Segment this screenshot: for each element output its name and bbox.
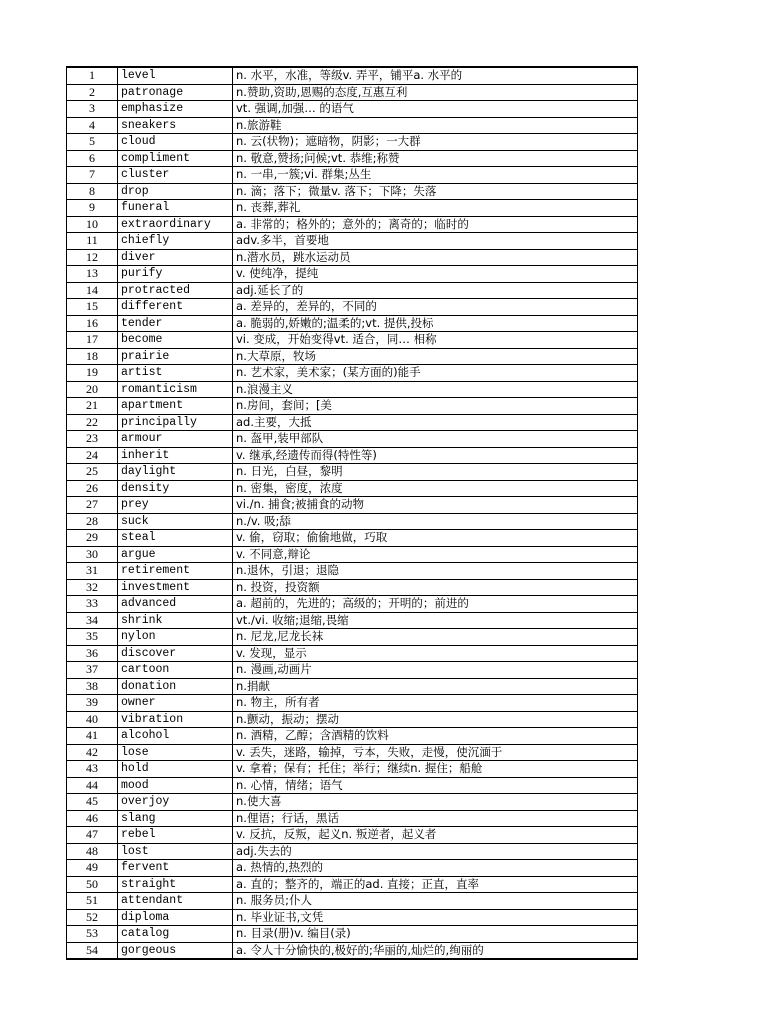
row-number-cell: 33: [67, 596, 118, 613]
table-row: [67, 530, 638, 547]
table-row: [67, 563, 638, 580]
table-row: [67, 332, 638, 349]
definition-cell: adv.多半，首要地: [233, 233, 638, 250]
word-cell: argue: [118, 546, 233, 563]
row-number-cell: 27: [67, 497, 118, 514]
row-number-cell: 34: [67, 612, 118, 629]
definition-cell: n. 滴；落下；微量v. 落下；下降；失落: [233, 183, 638, 200]
table-row: [67, 596, 638, 613]
definition-cell: n. 丧葬,葬礼: [233, 200, 638, 217]
row-number-cell: 25: [67, 464, 118, 481]
row-number-cell: 41: [67, 728, 118, 745]
definition-cell: n. 尼龙,尼龙长袜: [233, 629, 638, 646]
row-number-cell: 49: [67, 860, 118, 877]
row-number-cell: 51: [67, 893, 118, 910]
table-row: [67, 216, 638, 233]
word-cell: purify: [118, 266, 233, 283]
definition-cell: n. 水平，水准，等级v. 弄平，铺平a. 水平的: [233, 67, 638, 84]
word-cell: alcohol: [118, 728, 233, 745]
row-number-cell: 53: [67, 926, 118, 943]
row-number-cell: 11: [67, 233, 118, 250]
definition-cell: n.浪漫主义: [233, 381, 638, 398]
row-number-cell: 20: [67, 381, 118, 398]
word-cell: density: [118, 480, 233, 497]
table-row: [67, 728, 638, 745]
word-cell: nylon: [118, 629, 233, 646]
word-cell: retirement: [118, 563, 233, 580]
definition-cell: v. 继承,经遗传而得(特性等): [233, 447, 638, 464]
row-number-cell: 8: [67, 183, 118, 200]
word-cell: daylight: [118, 464, 233, 481]
row-number-cell: 3: [67, 101, 118, 118]
table-row: [67, 464, 638, 481]
definition-cell: adj.延长了的: [233, 282, 638, 299]
definition-cell: a. 热情的,热烈的: [233, 860, 638, 877]
table-row: [67, 711, 638, 728]
row-number-cell: 46: [67, 810, 118, 827]
row-number-cell: 12: [67, 249, 118, 266]
word-cell: prairie: [118, 348, 233, 365]
word-cell: drop: [118, 183, 233, 200]
row-number-cell: 54: [67, 942, 118, 959]
word-cell: tender: [118, 315, 233, 332]
row-number-cell: 52: [67, 909, 118, 926]
word-cell: chiefly: [118, 233, 233, 250]
table-row: [67, 678, 638, 695]
word-cell: extraordinary: [118, 216, 233, 233]
word-cell: discover: [118, 645, 233, 662]
definition-cell: n. 毕业证书,文凭: [233, 909, 638, 926]
row-number-cell: 5: [67, 134, 118, 151]
definition-cell: adj.失去的: [233, 843, 638, 860]
row-number-cell: 37: [67, 662, 118, 679]
definition-cell: a. 超前的，先进的；高级的；开明的；前进的: [233, 596, 638, 613]
definition-cell: v. 不同意,辩论: [233, 546, 638, 563]
definition-cell: v. 使纯净，提纯: [233, 266, 638, 283]
definition-cell: a. 令人十分愉快的,极好的;华丽的,灿烂的,绚丽的: [233, 942, 638, 959]
word-cell: advanced: [118, 596, 233, 613]
word-cell: cloud: [118, 134, 233, 151]
row-number-cell: 39: [67, 695, 118, 712]
row-number-cell: 26: [67, 480, 118, 497]
word-cell: suck: [118, 513, 233, 530]
word-cell: romanticism: [118, 381, 233, 398]
word-cell: cluster: [118, 167, 233, 184]
row-number-cell: 16: [67, 315, 118, 332]
table-row: [67, 249, 638, 266]
word-cell: apartment: [118, 398, 233, 415]
definition-cell: n. 服务员;仆人: [233, 893, 638, 910]
word-cell: fervent: [118, 860, 233, 877]
table-row: [67, 794, 638, 811]
definition-cell: n.捐献: [233, 678, 638, 695]
word-cell: straight: [118, 876, 233, 893]
row-number-cell: 23: [67, 431, 118, 448]
row-number-cell: 24: [67, 447, 118, 464]
vocabulary-table-body: [67, 67, 638, 959]
table-row: [67, 761, 638, 778]
table-row: [67, 398, 638, 415]
word-cell: compliment: [118, 150, 233, 167]
word-cell: armour: [118, 431, 233, 448]
word-cell: owner: [118, 695, 233, 712]
word-cell: shrink: [118, 612, 233, 629]
definition-cell: n. 云(状物)；遮暗物，阴影；一大群: [233, 134, 638, 151]
definition-cell: n. 目录(册)v. 编目(录): [233, 926, 638, 943]
table-row: [67, 282, 638, 299]
table-row: [67, 348, 638, 365]
definition-cell: n.赞助,资助,恩赐的态度,互惠互利: [233, 84, 638, 101]
definition-cell: n. 一串,一簇;vi. 群集;丛生: [233, 167, 638, 184]
row-number-cell: 48: [67, 843, 118, 860]
definition-cell: a. 直的；整齐的，端正的ad. 直接；正直，直率: [233, 876, 638, 893]
word-cell: donation: [118, 678, 233, 695]
table-row: [67, 480, 638, 497]
word-cell: artist: [118, 365, 233, 382]
word-cell: sneakers: [118, 117, 233, 134]
table-row: [67, 579, 638, 596]
word-cell: patronage: [118, 84, 233, 101]
table-row: [67, 381, 638, 398]
definition-cell: vi. 变成，开始变得vt. 适合，同… 相称: [233, 332, 638, 349]
definition-cell: v. 反抗，反叛，起义n. 叛逆者，起义者: [233, 827, 638, 844]
word-cell: overjoy: [118, 794, 233, 811]
row-number-cell: 42: [67, 744, 118, 761]
definition-cell: n. 投资，投资额: [233, 579, 638, 596]
row-number-cell: 1: [67, 67, 118, 84]
definition-cell: n.使大喜: [233, 794, 638, 811]
row-number-cell: 18: [67, 348, 118, 365]
definition-cell: n. 密集，密度，浓度: [233, 480, 638, 497]
definition-cell: n. 艺术家，美术家；(某方面的)能手: [233, 365, 638, 382]
row-number-cell: 17: [67, 332, 118, 349]
definition-cell: n.大草原，牧场: [233, 348, 638, 365]
table-row: [67, 84, 638, 101]
definition-cell: vt./vi. 收缩;退缩,畏缩: [233, 612, 638, 629]
table-row: [67, 662, 638, 679]
row-number-cell: 31: [67, 563, 118, 580]
row-number-cell: 4: [67, 117, 118, 134]
row-number-cell: 40: [67, 711, 118, 728]
table-row: [67, 183, 638, 200]
table-row: [67, 612, 638, 629]
word-cell: vibration: [118, 711, 233, 728]
definition-cell: a. 非常的；格外的；意外的；离奇的；临时的: [233, 216, 638, 233]
definition-cell: n.退休，引退；退隐: [233, 563, 638, 580]
word-cell: slang: [118, 810, 233, 827]
row-number-cell: 7: [67, 167, 118, 184]
table-row: [67, 513, 638, 530]
table-row: [67, 942, 638, 959]
definition-cell: n.旅游鞋: [233, 117, 638, 134]
table-row: [67, 266, 638, 283]
word-cell: rebel: [118, 827, 233, 844]
definition-cell: vt. 强调,加强… 的语气: [233, 101, 638, 118]
word-cell: different: [118, 299, 233, 316]
definition-cell: v. 发现，显示: [233, 645, 638, 662]
definition-cell: ad.主要，大抵: [233, 414, 638, 431]
definition-cell: n. 漫画,动画片: [233, 662, 638, 679]
definition-cell: n.潜水员，跳水运动员: [233, 249, 638, 266]
definition-cell: n.房间，套间；[美: [233, 398, 638, 415]
table-row: [67, 645, 638, 662]
word-cell: investment: [118, 579, 233, 596]
row-number-cell: 38: [67, 678, 118, 695]
table-row: [67, 447, 638, 464]
row-number-cell: 43: [67, 761, 118, 778]
row-number-cell: 22: [67, 414, 118, 431]
word-cell: lose: [118, 744, 233, 761]
table-row: [67, 117, 638, 134]
definition-cell: v. 拿着；保有；托住；举行；继续n. 握住；船舱: [233, 761, 638, 778]
row-number-cell: 32: [67, 579, 118, 596]
row-number-cell: 35: [67, 629, 118, 646]
table-row: [67, 744, 638, 761]
row-number-cell: 6: [67, 150, 118, 167]
word-cell: gorgeous: [118, 942, 233, 959]
table-row: [67, 777, 638, 794]
word-cell: principally: [118, 414, 233, 431]
word-cell: cartoon: [118, 662, 233, 679]
table-row: [67, 315, 638, 332]
word-cell: steal: [118, 530, 233, 547]
definition-cell: n. 心情，情绪；语气: [233, 777, 638, 794]
word-cell: mood: [118, 777, 233, 794]
table-row: [67, 134, 638, 151]
table-row: [67, 810, 638, 827]
table-row: [67, 200, 638, 217]
row-number-cell: 15: [67, 299, 118, 316]
row-number-cell: 9: [67, 200, 118, 217]
row-number-cell: 10: [67, 216, 118, 233]
table-row: [67, 233, 638, 250]
word-cell: protracted: [118, 282, 233, 299]
definition-cell: n. 酒精，乙醇；含酒精的饮料: [233, 728, 638, 745]
definition-cell: a. 差异的，差异的，不同的: [233, 299, 638, 316]
row-number-cell: 14: [67, 282, 118, 299]
row-number-cell: 44: [67, 777, 118, 794]
row-number-cell: 13: [67, 266, 118, 283]
definition-cell: v. 偷，窃取；偷偷地做，巧取: [233, 530, 638, 547]
table-row: [67, 365, 638, 382]
definition-cell: n.颤动，振动；摆动: [233, 711, 638, 728]
word-cell: level: [118, 67, 233, 84]
row-number-cell: 29: [67, 530, 118, 547]
table-row: [67, 150, 638, 167]
table-row: [67, 909, 638, 926]
row-number-cell: 19: [67, 365, 118, 382]
word-cell: lost: [118, 843, 233, 860]
table-row: [67, 860, 638, 877]
row-number-cell: 2: [67, 84, 118, 101]
row-number-cell: 50: [67, 876, 118, 893]
definition-cell: v. 丢失，迷路，输掉，亏本，失败，走慢，使沉湎于: [233, 744, 638, 761]
table-row: [67, 431, 638, 448]
table-row: [67, 876, 638, 893]
table-row: [67, 629, 638, 646]
row-number-cell: 36: [67, 645, 118, 662]
word-cell: funeral: [118, 200, 233, 217]
table-row: [67, 843, 638, 860]
word-cell: inherit: [118, 447, 233, 464]
table-row: [67, 893, 638, 910]
word-cell: diver: [118, 249, 233, 266]
vocabulary-table: [66, 66, 638, 960]
word-cell: diploma: [118, 909, 233, 926]
row-number-cell: 30: [67, 546, 118, 563]
definition-cell: n. 物主，所有者: [233, 695, 638, 712]
word-cell: attendant: [118, 893, 233, 910]
word-cell: catalog: [118, 926, 233, 943]
table-row: [67, 546, 638, 563]
definition-cell: n. 敬意,赞扬;问候;vt. 恭维;称赞: [233, 150, 638, 167]
word-cell: prey: [118, 497, 233, 514]
table-row: [67, 926, 638, 943]
definition-cell: n.俚语；行话，黑话: [233, 810, 638, 827]
definition-cell: n./v. 吸;舔: [233, 513, 638, 530]
definition-cell: vi./n. 捕食;被捕食的动物: [233, 497, 638, 514]
word-cell: become: [118, 332, 233, 349]
row-number-cell: 28: [67, 513, 118, 530]
table-row: [67, 67, 638, 84]
table-row: [67, 827, 638, 844]
table-row: [67, 414, 638, 431]
table-row: [67, 695, 638, 712]
row-number-cell: 21: [67, 398, 118, 415]
definition-cell: n. 日光，白昼，黎明: [233, 464, 638, 481]
table-row: [67, 101, 638, 118]
table-row: [67, 167, 638, 184]
word-cell: hold: [118, 761, 233, 778]
word-cell: emphasize: [118, 101, 233, 118]
definition-cell: n. 盔甲,装甲部队: [233, 431, 638, 448]
table-row: [67, 299, 638, 316]
table-row: [67, 497, 638, 514]
row-number-cell: 45: [67, 794, 118, 811]
definition-cell: a. 脆弱的,娇嫩的;温柔的;vt. 提供,投标: [233, 315, 638, 332]
row-number-cell: 47: [67, 827, 118, 844]
